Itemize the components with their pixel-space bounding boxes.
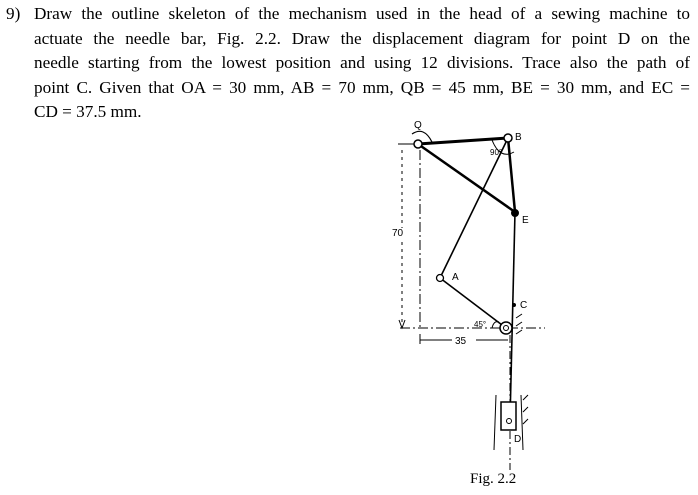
problem-line: point C. Given that OA = 30 mm, AB = 70 mm, QB = 45 mm, BE = 30 mm, and EC = <box>34 77 690 97</box>
problem-line: needle starting from the lowest position and using 12 divisions. Trace also the path of <box>34 53 690 73</box>
hatching-icon <box>516 314 522 334</box>
link-OA <box>440 278 506 328</box>
joint-B <box>504 134 512 142</box>
label-A: A <box>452 272 459 283</box>
joint-A <box>437 275 444 282</box>
link-BE <box>508 138 515 212</box>
link-AB <box>440 138 508 278</box>
figure-caption: Fig. 2.2 <box>470 471 517 487</box>
pivot-Q <box>414 140 422 148</box>
problem-line: CD = 37.5 mm. <box>34 102 142 122</box>
pivot-O <box>500 322 512 334</box>
label-E: E <box>522 215 529 226</box>
problem-line: actuate the needle bar, Fig. 2.2. Draw the displacement diagram for point D on the <box>34 28 690 48</box>
label-C: C <box>520 300 528 311</box>
slider-block <box>501 402 516 430</box>
problem-line: Draw the outline skeleton of the mechanism used in the head of a sewing machine to <box>34 4 690 23</box>
label-D: D <box>514 434 522 445</box>
label-B: B <box>515 132 522 143</box>
dim-label-35: 35 <box>455 336 467 347</box>
point-C <box>513 304 516 307</box>
joint-E <box>512 210 519 217</box>
label-Q: Q <box>414 120 422 131</box>
problem-number: 9) <box>6 4 21 23</box>
dim-label-70: 70 <box>392 228 404 239</box>
link-ED <box>510 212 515 420</box>
guide-right <box>521 395 523 450</box>
angle-label-45: 45° <box>474 320 487 329</box>
guide-left <box>494 395 496 450</box>
angle-label-90: 90° <box>490 148 503 157</box>
